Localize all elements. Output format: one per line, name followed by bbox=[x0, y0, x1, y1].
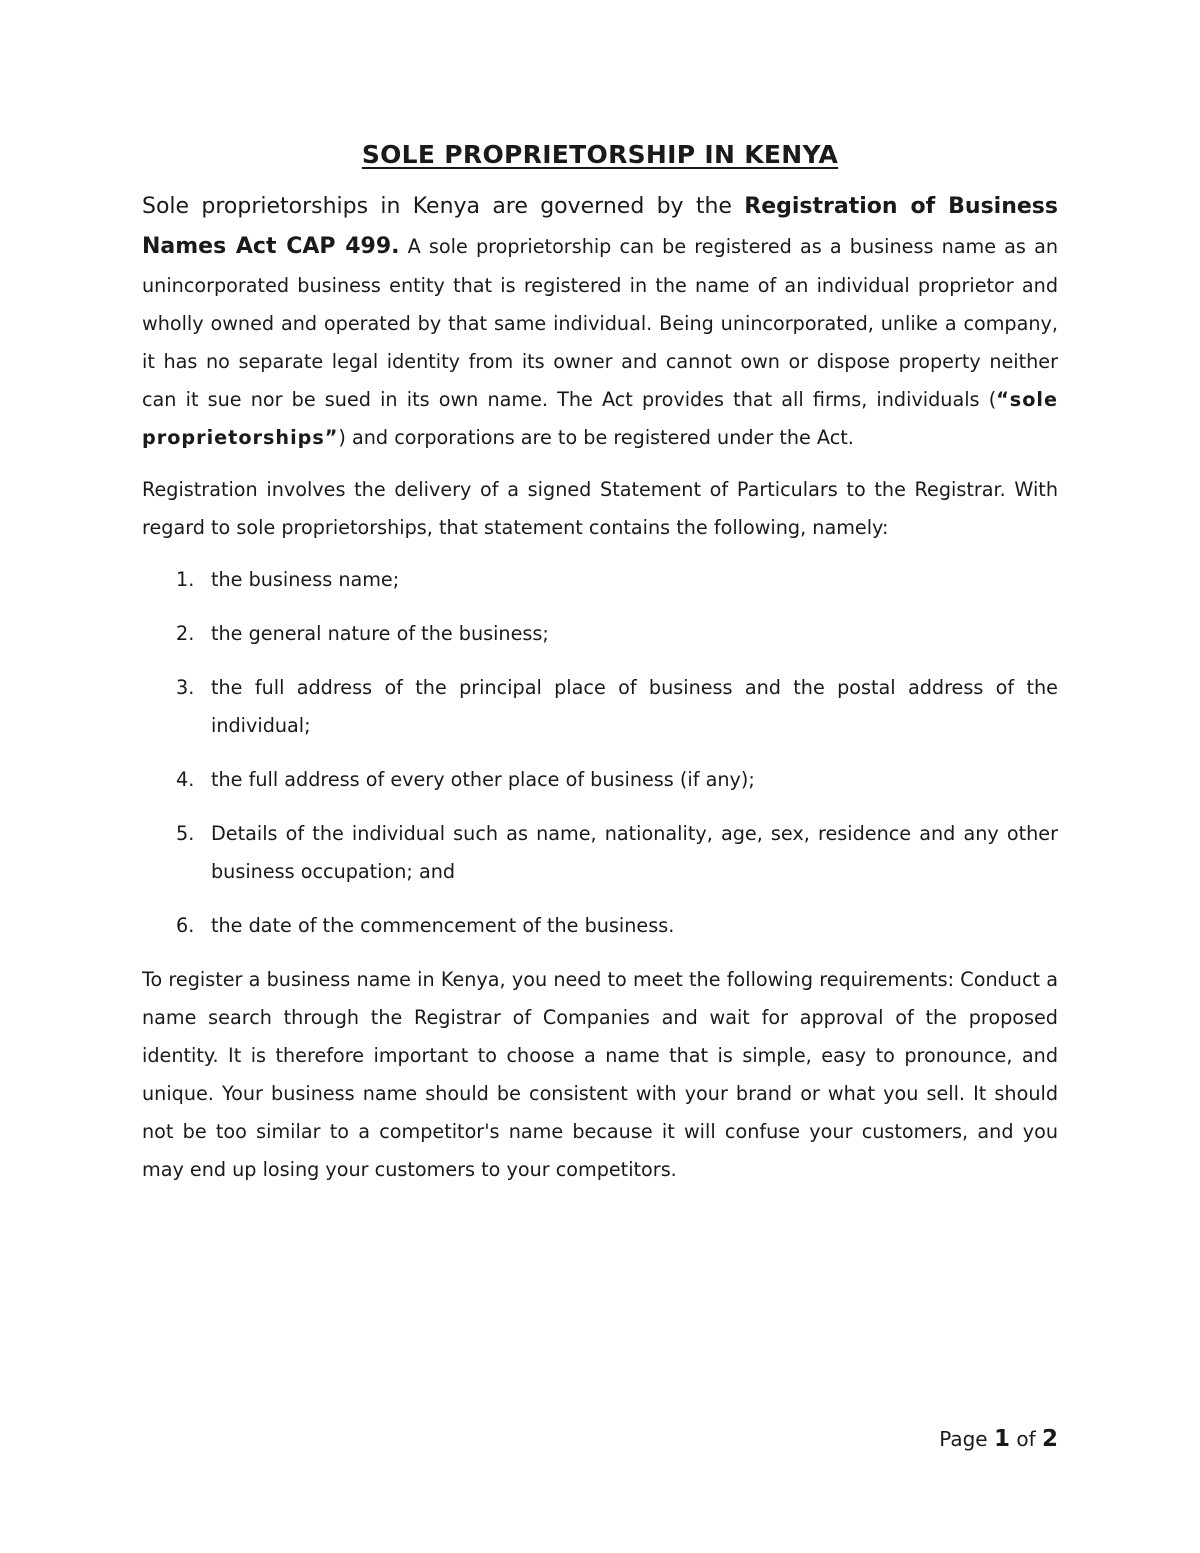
document-title: SOLE PROPRIETORSHIP IN KENYA bbox=[361, 140, 839, 169]
list-item-text: Details of the individual such as name, nationality, age, sex, residence and any other business occupation; and bbox=[211, 822, 1058, 883]
list-item bbox=[142, 907, 1058, 945]
intro-body-a: A sole proprietorship can be registered as a business name as an unincorporated business entity that is registered in the name of an individual proprietor and wholly owned and operated by that same individual. Being unincorporated, unlike a company, it has no separate legal identity from its owner and cannot own or dispose property neither can it sue nor be sued in its own name. The Act provides that all firms, individuals ( bbox=[142, 235, 1058, 411]
sole-proprietorships-term: “sole proprietorships” bbox=[142, 388, 1058, 449]
document-page bbox=[142, 140, 1058, 1203]
list-item-number: 3. bbox=[176, 676, 195, 699]
list-item bbox=[142, 561, 1058, 599]
list-item-text: the general nature of the business; bbox=[211, 622, 549, 645]
particulars-list bbox=[142, 561, 1058, 945]
list-item-number: 6. bbox=[176, 914, 195, 937]
intro-body-b: ) and corporations are to be registered under the Act. bbox=[338, 426, 854, 449]
page-label: Page bbox=[939, 1427, 988, 1451]
registration-paragraph: Registration involves the delivery of a signed Statement of Particulars to the Registrar. With regard to sole proprietorships, that statement contains the following, namely: bbox=[142, 478, 1058, 539]
list-item-number: 4. bbox=[176, 768, 195, 791]
current-page-number: 1 bbox=[993, 1426, 1010, 1452]
list-item bbox=[142, 615, 1058, 653]
list-item-number: 1. bbox=[176, 568, 195, 591]
requirements-paragraph: To register a business name in Kenya, you need to meet the following requirements: Conduct a name search through the Registrar of Companies and wait for approval of the proposed identity. It is therefore important to choose a name that is simple, easy to pronounce, and unique. Your business name should be consistent with your brand or what you sell. It should not be too similar to a competitor's name because it will confuse your customers, and you may end up losing your customers to your competitors. bbox=[142, 968, 1058, 1181]
intro-lead-text: Sole proprietorships in Kenya are governed by the bbox=[142, 194, 745, 219]
act-name: Registration of Business Names Act CAP 499. bbox=[142, 194, 1058, 259]
list-item-text: the full address of every other place of business (if any); bbox=[211, 768, 755, 791]
total-pages-number: 2 bbox=[1041, 1426, 1058, 1452]
list-item-number: 2. bbox=[176, 622, 195, 645]
list-item bbox=[142, 669, 1058, 745]
list-item-text: the date of the commencement of the business. bbox=[211, 914, 675, 937]
list-item-text: the business name; bbox=[211, 568, 400, 591]
list-item-number: 5. bbox=[176, 822, 195, 845]
intro-paragraph bbox=[142, 187, 1058, 457]
list-item bbox=[142, 815, 1058, 891]
list-item bbox=[142, 761, 1058, 799]
of-label: of bbox=[1016, 1427, 1036, 1451]
list-item-text: the full address of the principal place of business and the postal address of the individual; bbox=[211, 676, 1058, 737]
page-footer bbox=[939, 1426, 1058, 1452]
